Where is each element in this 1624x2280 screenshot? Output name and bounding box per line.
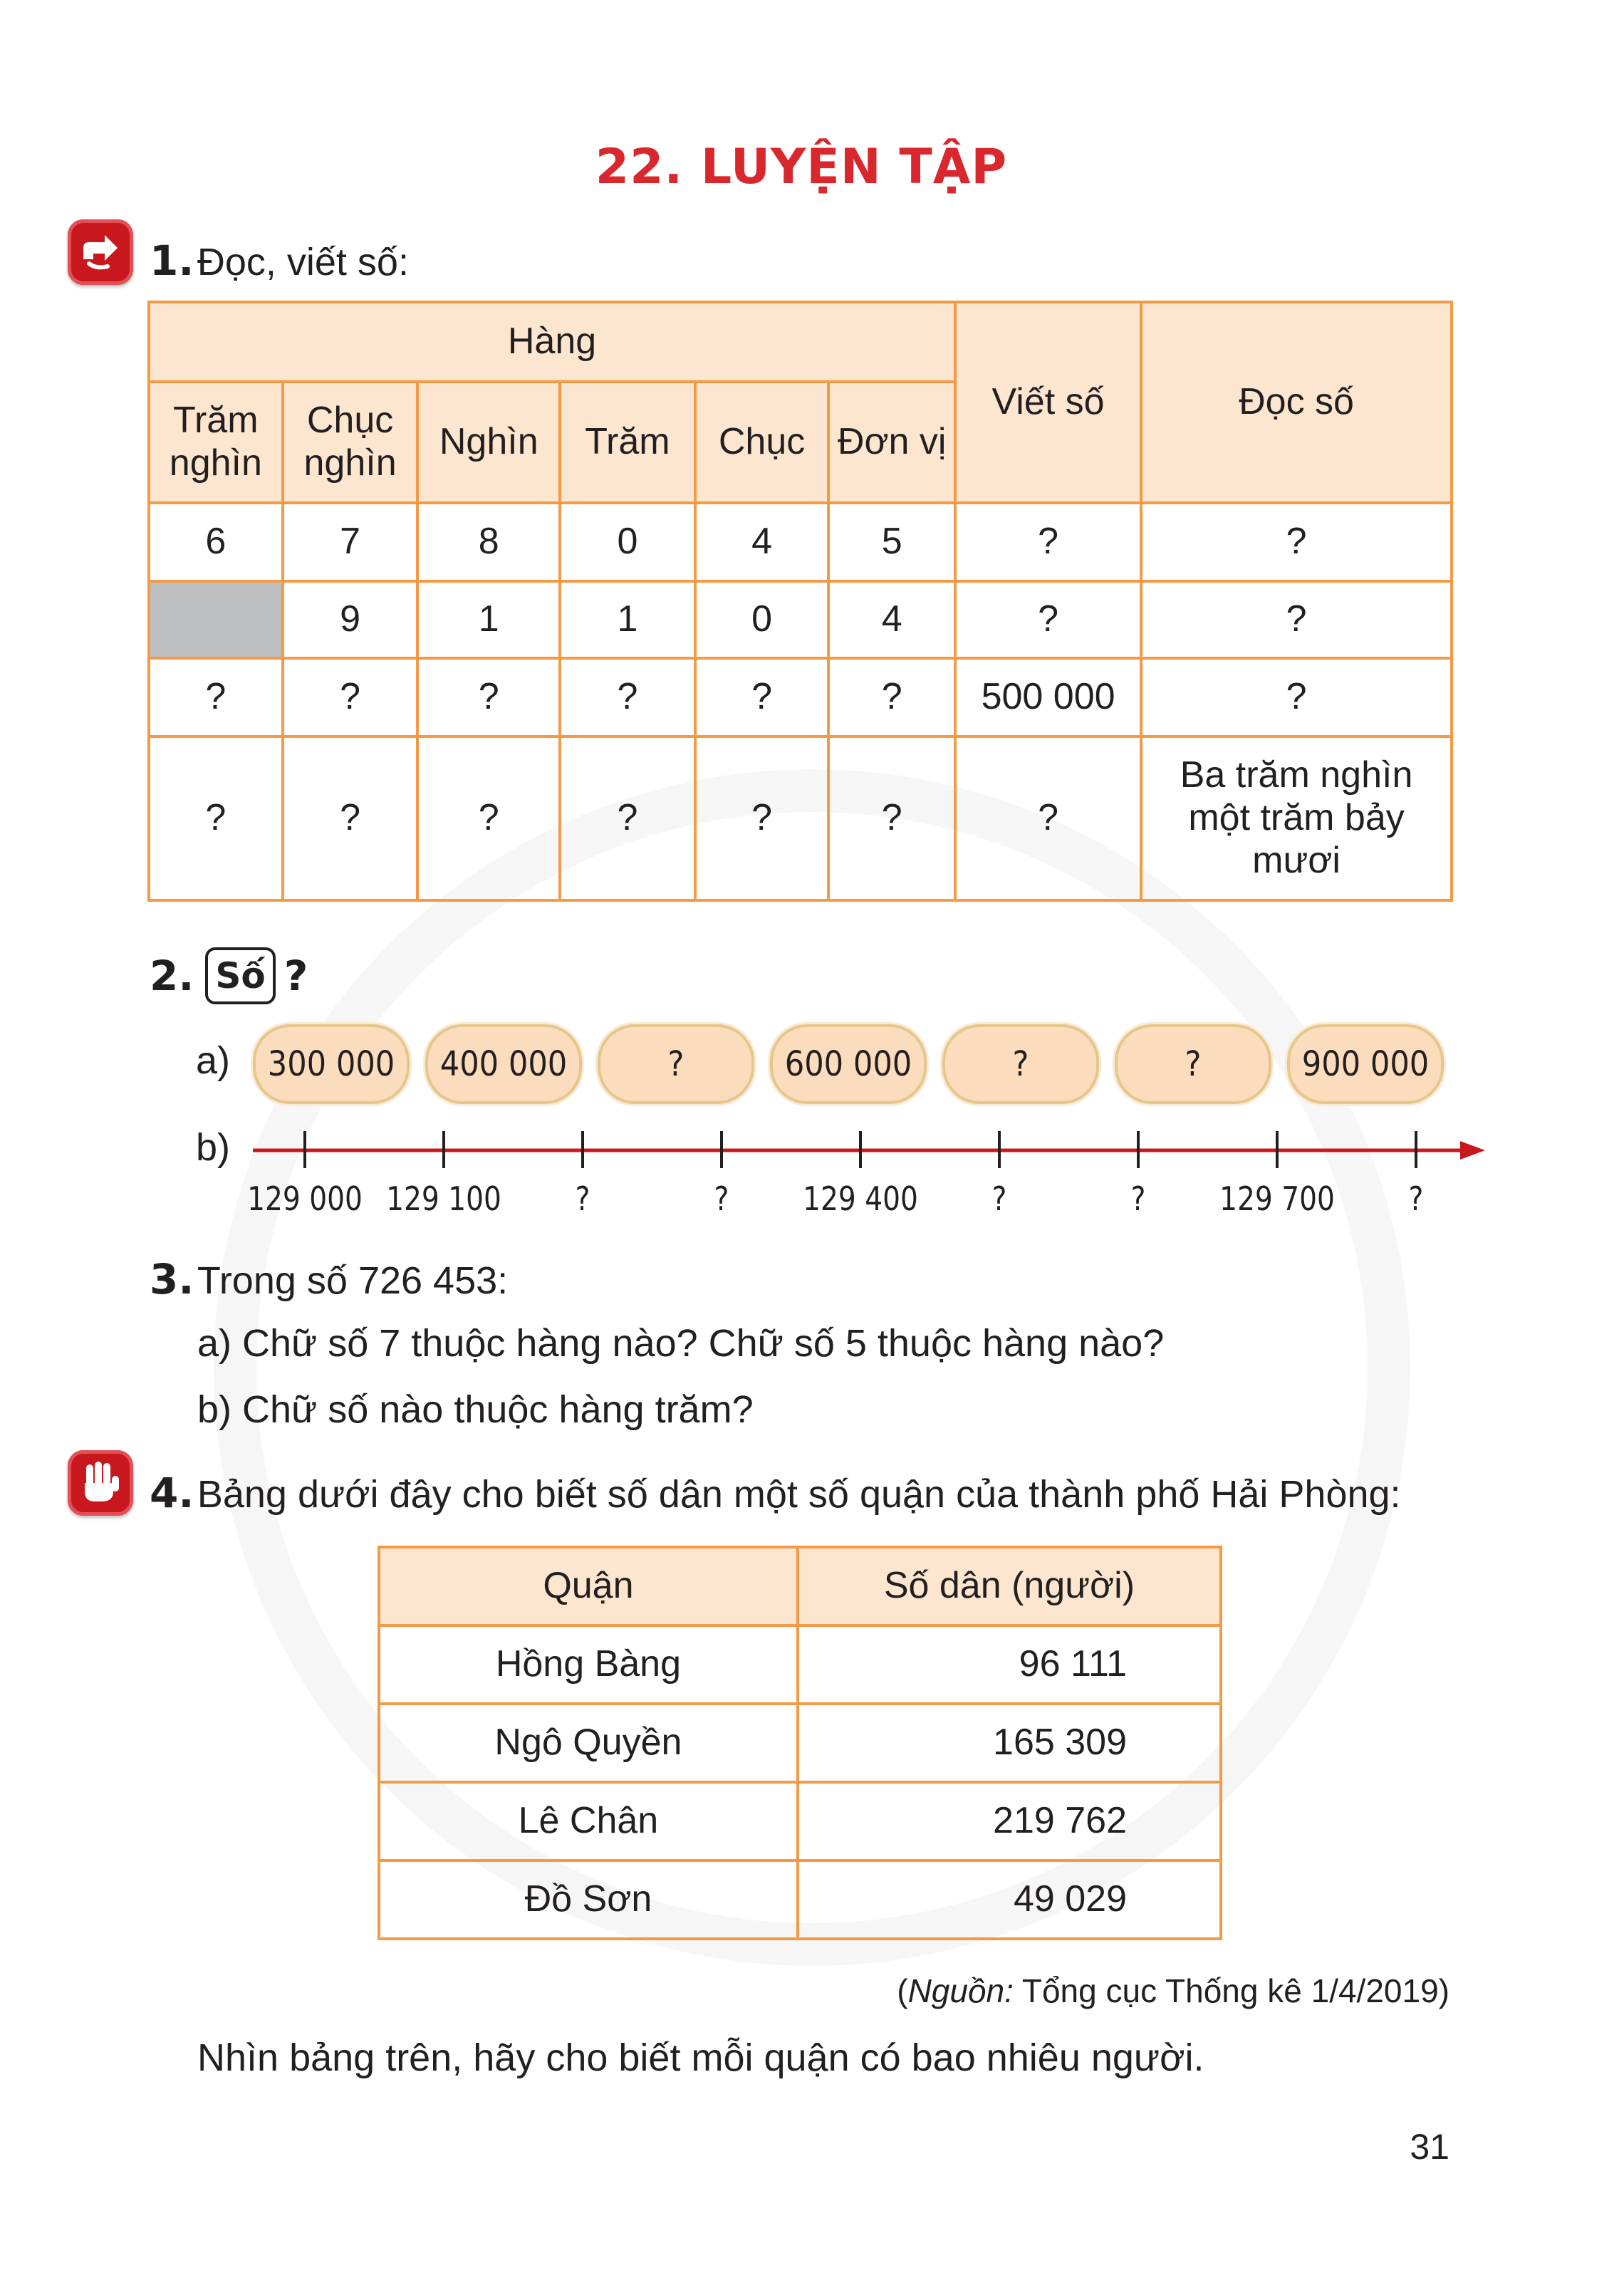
table-cell: ?: [149, 658, 283, 736]
header-chuc: Chục: [695, 382, 829, 503]
district-name: Lê Chân: [379, 1782, 798, 1860]
table-cell: ?: [417, 736, 560, 900]
exercise-1-number: 1.: [150, 236, 194, 285]
table-cell: ?: [955, 736, 1141, 900]
exercise-2-number: 2.: [150, 952, 194, 1000]
table-cell: 4: [828, 581, 955, 658]
table-cell: 5: [828, 503, 955, 581]
apply-badge-icon: [68, 1450, 133, 1516]
number-cloud: ?: [1115, 1024, 1271, 1104]
exercise-2-question-mark: ?: [283, 952, 308, 1000]
number-cloud: ?: [942, 1024, 1099, 1104]
tick-label: ?: [714, 1180, 729, 1218]
table-cell: ?: [1141, 581, 1452, 658]
table-cell: ?: [560, 658, 695, 736]
number-cloud: 400 000: [425, 1024, 582, 1104]
table-cell: 0: [560, 503, 695, 581]
exercise-3-part-a: a) Chữ số 7 thuộc hàng nào? Chữ số 5 thuộc hàng nào?: [197, 1322, 1165, 1365]
table-cell: ?: [955, 581, 1141, 658]
number-line: [249, 1125, 1489, 1168]
header-chuc-nghin: Chục nghìn: [283, 382, 418, 503]
district-name: Hồng Bàng: [379, 1625, 798, 1704]
tick-label: ?: [1130, 1180, 1146, 1218]
exercise-3-heading: [150, 1255, 508, 1303]
tick-label: 129 100: [386, 1180, 501, 1218]
header-don-vi: Đơn vị: [828, 382, 955, 503]
district-population: 49 029: [798, 1860, 1221, 1939]
number-cloud: 600 000: [770, 1024, 927, 1104]
table-cell: 6: [149, 503, 283, 581]
header-nghin: Nghìn: [417, 382, 560, 503]
district-name: Ngô Quyền: [379, 1704, 798, 1782]
tick-label: 129 400: [803, 1180, 918, 1218]
part-b-label: b): [196, 1126, 231, 1169]
page-title: 22. LUYỆN TẬP: [595, 139, 1008, 195]
table-cell: 1: [417, 581, 560, 658]
number-cloud: 300 000: [253, 1024, 410, 1104]
table-cell: ?: [1141, 658, 1452, 736]
district-population: 96 111: [798, 1625, 1221, 1704]
exercise-1-text: Đọc, viết số:: [197, 241, 409, 283]
table-cell: ?: [828, 736, 955, 900]
table-cell: 9: [283, 581, 418, 658]
table-cell: 500 000: [955, 658, 1141, 736]
exercise-3-part-b: b) Chữ số nào thuộc hàng trăm?: [197, 1388, 754, 1431]
tick-label: 129 700: [1219, 1180, 1335, 1218]
population-table: [378, 1546, 1222, 1940]
header-quan: Quận: [379, 1547, 798, 1625]
district-population: 165 309: [798, 1704, 1221, 1782]
tick-label: ?: [991, 1180, 1007, 1218]
table-cell: 7: [283, 503, 418, 581]
table-cell: ?: [695, 736, 829, 900]
table-cell: ?: [955, 503, 1141, 581]
table-cell: 8: [417, 503, 560, 581]
district-population: 219 762: [798, 1782, 1221, 1860]
district-name: Đồ Sơn: [379, 1860, 798, 1939]
exercise-4-text: Bảng dưới đây cho biết số dân một số quận của thành phố Hải Phòng:: [197, 1473, 1401, 1516]
tick-label: 129 000: [247, 1180, 363, 1218]
exercise-2-heading: [150, 947, 308, 1004]
table-cell-reading: Ba trăm nghìn một trăm bảy mươi: [1141, 736, 1452, 900]
exercise-1-heading: [150, 236, 409, 285]
number-line-arrow-icon: [1460, 1141, 1485, 1160]
header-tram: Trăm: [560, 382, 695, 503]
source-prefix: Nguồn:: [907, 1972, 1014, 2009]
part-a-label: a): [196, 1039, 231, 1082]
practice-badge-icon: [68, 219, 133, 285]
table-cell-empty: [149, 581, 283, 658]
table-cell: ?: [1141, 503, 1452, 581]
number-cloud: 900 000: [1287, 1024, 1444, 1104]
header-doc-so: Đọc số: [1141, 302, 1452, 503]
tick-label: ?: [1408, 1180, 1424, 1218]
exercise-3-text: Trong số 726 453:: [197, 1259, 509, 1302]
so-box: Số: [205, 947, 275, 1004]
exercise-4-question: Nhìn bảng trên, hãy cho biết mỗi quận có bao nhiêu người.: [197, 2036, 1204, 2079]
exercise-3-number: 3.: [150, 1255, 194, 1303]
table-cell: ?: [417, 658, 560, 736]
source-text: Tổng cục Thống kê 1/4/2019: [1021, 1972, 1439, 2009]
header-hang: Hàng: [149, 302, 955, 382]
header-viet-so: Viết số: [955, 302, 1141, 503]
table-cell: 0: [695, 581, 829, 658]
table-cell: 1: [560, 581, 695, 658]
table-cell: ?: [149, 736, 283, 900]
table-cell: ?: [828, 658, 955, 736]
table-cell: ?: [560, 736, 695, 900]
page-number: 31: [1410, 2127, 1449, 2167]
place-value-table: [147, 301, 1453, 902]
exercise-4-number: 4.: [150, 1469, 194, 1517]
header-tram-nghin: Trăm nghìn: [149, 382, 283, 503]
table-cell: ?: [283, 658, 418, 736]
number-cloud: ?: [598, 1024, 754, 1104]
exercise-4-heading: [150, 1469, 1401, 1517]
source-note: (Nguồn: Tổng cục Thống kê 1/4/2019): [897, 1972, 1449, 2009]
table-cell: ?: [695, 658, 829, 736]
header-so-dan: Số dân (người): [798, 1547, 1221, 1625]
tick-label: ?: [575, 1180, 590, 1218]
table-cell: 4: [695, 503, 829, 581]
table-cell: ?: [283, 736, 418, 900]
